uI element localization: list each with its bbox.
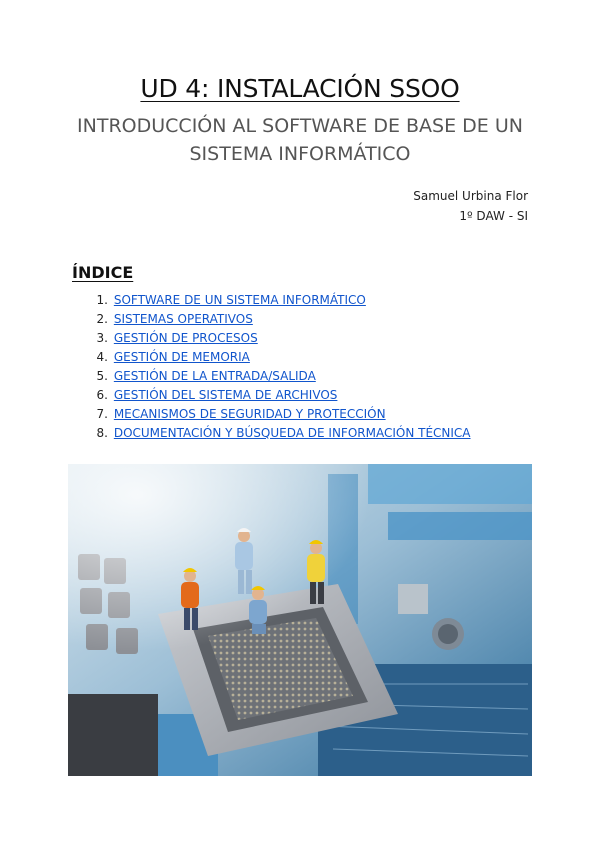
toc-link[interactable]: SISTEMAS OPERATIVOS [113, 312, 253, 326]
course-name: 1º DAW - SI [459, 209, 528, 223]
motherboard-workers-photo [68, 464, 532, 776]
author-name: Samuel Urbina Flor [413, 189, 528, 203]
toc-link[interactable]: MECANISMOS DE SEGURIDAD Y PROTECCIÓN [113, 407, 386, 421]
toc-link[interactable]: DOCUMENTACIÓN Y BÚSQUEDA DE INFORMACIÓN TÉCNICA [113, 426, 471, 440]
toc-link[interactable]: GESTIÓN DE MEMORIA [113, 350, 250, 364]
toc-number: 1. [96, 293, 108, 307]
toc-number: 2. [96, 312, 108, 326]
toc-item [72, 291, 471, 310]
toc-item [72, 310, 471, 329]
toc-number: 3. [96, 331, 108, 345]
toc-item [72, 367, 471, 386]
toc-link[interactable]: SOFTWARE DE UN SISTEMA INFORMÁTICO [113, 293, 366, 307]
toc-number: 8. [96, 426, 108, 440]
toc-item [72, 329, 471, 348]
toc-number: 7. [96, 407, 108, 421]
toc-number: 4. [96, 350, 108, 364]
toc-item [72, 386, 471, 405]
index-heading: ÍNDICE [72, 263, 134, 282]
document-subtitle: INTRODUCCIÓN AL SOFTWARE DE BASE DE UN SISTEMA INFORMÁTICO [77, 115, 523, 165]
toc-item [72, 405, 471, 424]
toc-number: 6. [96, 388, 108, 402]
toc-link[interactable]: GESTIÓN DE LA ENTRADA/SALIDA [113, 369, 316, 383]
document-title: UD 4: INSTALACIÓN SSOO [140, 74, 460, 103]
toc-link[interactable]: GESTIÓN DEL SISTEMA DE ARCHIVOS [113, 388, 338, 402]
toc-item [72, 348, 471, 367]
author-block [413, 186, 528, 226]
toc-item [72, 424, 471, 443]
toc-number: 5. [96, 369, 108, 383]
table-of-contents [72, 291, 471, 443]
toc-link[interactable]: GESTIÓN DE PROCESOS [113, 331, 258, 345]
